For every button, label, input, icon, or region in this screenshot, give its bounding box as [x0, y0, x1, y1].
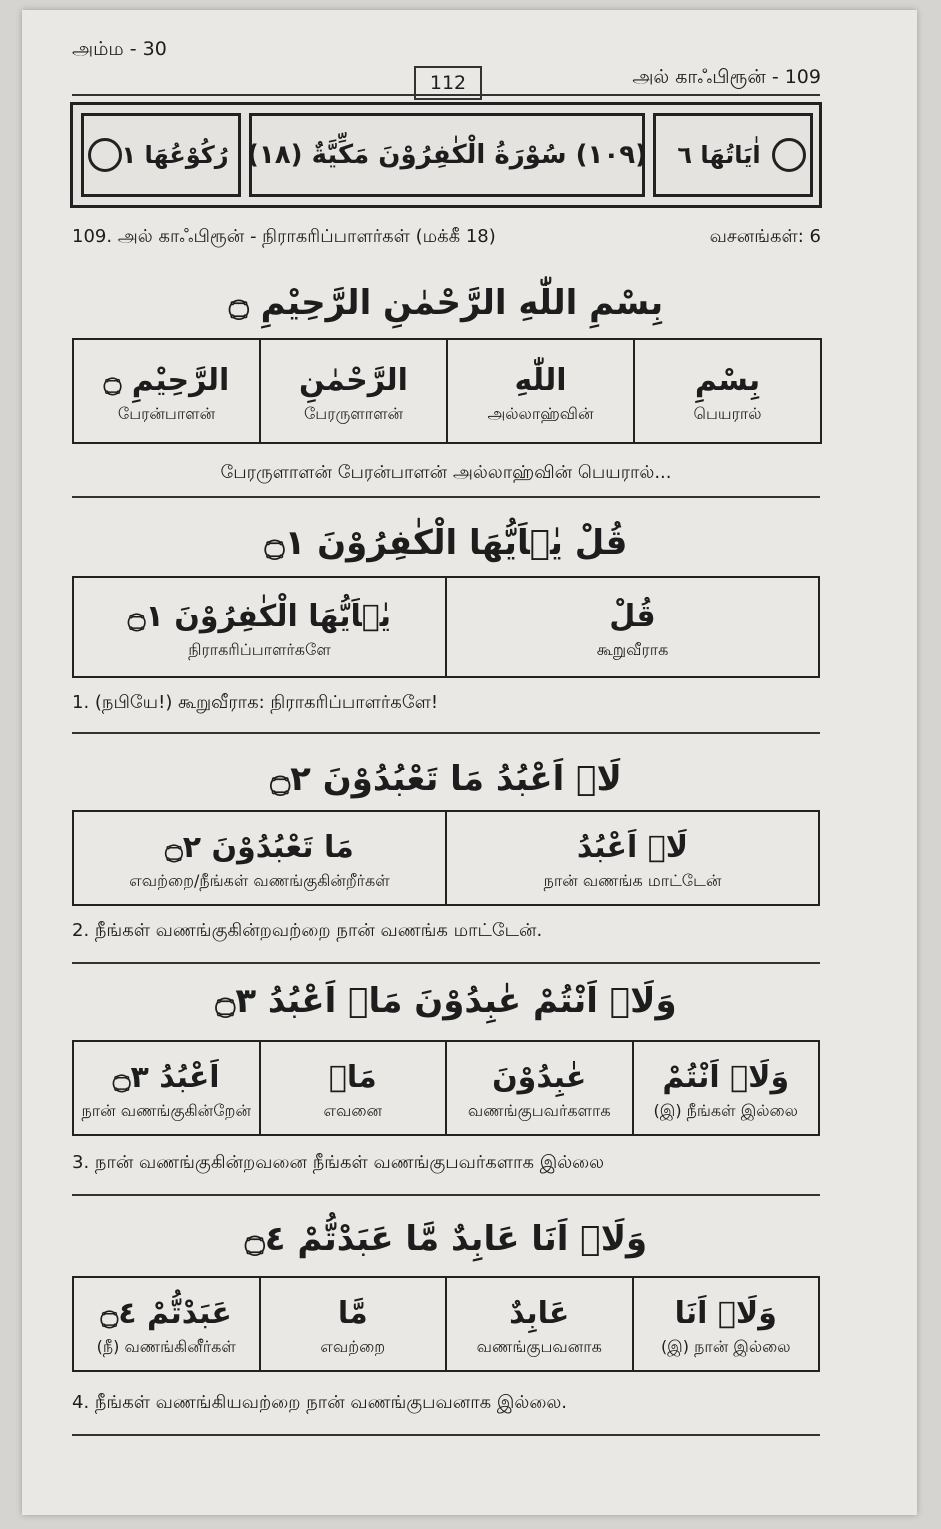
word-arabic: وَلَاۤ اَنْتُمْ	[662, 1060, 790, 1095]
word-cell	[260, 1041, 447, 1135]
word-arabic: بِسْمِ	[694, 363, 761, 398]
verse-separator	[72, 496, 820, 498]
verse-translation: 3. நான் வணங்குகின்றவனை நீங்கள் வணங்குபவர்களாக இல்லை	[72, 1152, 605, 1173]
book-page	[22, 10, 917, 1515]
word-table	[72, 1276, 820, 1372]
verse-translation: 4. நீங்கள் வணங்கியவற்றை நான் வணங்குபவனாக இல்லை.	[72, 1392, 568, 1413]
word-meaning: வணங்குபவனாக	[476, 1337, 602, 1356]
verse-arabic: لَاۤ اَعْبُدُ مَا تَعْبُدُوْنَ ۝٢	[270, 759, 622, 799]
word-meaning: பேரருளாளன்	[303, 404, 404, 423]
word-arabic: مَا تَعْبُدُوْنَ ۝٢	[165, 830, 354, 865]
word-meaning: எவற்றை	[320, 1337, 386, 1356]
word-table	[72, 338, 822, 444]
word-cell	[73, 577, 446, 677]
verse-separator	[72, 1194, 820, 1196]
banner-ruku: رُكُوْعُهَا ١	[121, 141, 229, 169]
banner-left-panel	[81, 113, 241, 197]
word-meaning: நான் வணங்குகின்றேன்	[81, 1101, 251, 1120]
word-cell	[73, 811, 446, 905]
word-arabic: قُلْ	[609, 599, 656, 634]
word-meaning: வணங்குபவர்களாக	[467, 1101, 611, 1120]
word-arabic: عٰبِدُوْنَ	[492, 1060, 587, 1095]
word-cell	[73, 1277, 260, 1371]
word-cell	[633, 1277, 820, 1371]
word-meaning: கூறுவீராக	[596, 640, 669, 659]
word-arabic: لَاۤ اَعْبُدُ	[576, 830, 689, 865]
word-arabic: اَعْبُدُ ۝٣	[112, 1060, 220, 1095]
word-cell	[634, 339, 821, 443]
verse-translation: 2. நீங்கள் வணங்குகின்றவற்றை நான் வணங்க மாட்டேன்.	[72, 920, 543, 941]
word-meaning: (நீ) வணங்கினீர்கள்	[96, 1337, 236, 1356]
word-cell	[446, 1041, 633, 1135]
word-cell	[446, 1277, 633, 1371]
surah-banner	[70, 102, 822, 208]
word-cell	[260, 339, 447, 443]
banner-ayat: اٰيَاتُهَا ٦	[677, 141, 761, 169]
word-meaning: பேரன்பாளன்	[117, 404, 216, 423]
verse-translation: பேரருளாளன் பேரன்பாளன் அல்லாஹ்வின் பெயரால்...	[220, 462, 672, 483]
word-meaning: எவற்றை/நீங்கள் வணங்குகின்றீர்கள்	[129, 871, 390, 890]
word-arabic: مَّا	[337, 1296, 368, 1331]
word-meaning: எவனை	[323, 1101, 382, 1120]
word-arabic: يٰۤاَيُّهَا الْكٰفِرُوْنَ ۝١	[127, 599, 392, 634]
word-cell	[633, 1041, 820, 1135]
verse-arabic: وَلَاۤ اَنْتُمْ عٰبِدُوْنَ مَاۤ اَعْبُدُ ۝٣	[215, 981, 677, 1021]
word-cell	[447, 339, 634, 443]
ornament-icon	[88, 138, 122, 172]
verse-separator	[72, 962, 820, 964]
word-cell	[446, 811, 819, 905]
header-rule	[72, 94, 820, 96]
banner-center-panel	[249, 113, 645, 197]
banner-right-panel	[653, 113, 813, 197]
word-cell	[73, 1041, 260, 1135]
ornament-icon	[772, 138, 806, 172]
verse-separator	[72, 1434, 820, 1436]
page-number: 112	[414, 66, 482, 100]
word-arabic: وَلَاۤ اَنَا	[674, 1296, 777, 1331]
word-table	[72, 576, 820, 678]
word-table	[72, 1040, 820, 1136]
surah-subtitle: 109. அல் காஃபிரூன் - நிராகரிப்பாளர்கள் (மக்கீ 18)	[72, 226, 496, 247]
verse-arabic: قُلْ يٰۤاَيُّهَا الْكٰفِرُوْنَ ۝١	[264, 523, 628, 563]
banner-surah-title: (١٠٩) سُوْرَةُ الْكٰفِرُوْنَ مَكِّيَّةٌ (١٨)	[247, 140, 647, 170]
word-meaning: (இ) நீங்கள் இல்லை	[653, 1101, 798, 1120]
word-meaning: நிராகரிப்பாளர்களே	[188, 640, 331, 659]
verse-count: வசனங்கள்: 6	[709, 226, 821, 247]
word-arabic: مَاۤ	[328, 1060, 377, 1095]
word-arabic: اللّٰهِ	[514, 363, 567, 398]
word-arabic: عَابِدٌ	[509, 1296, 570, 1331]
word-cell	[260, 1277, 447, 1371]
word-meaning: நான் வணங்க மாட்டேன்	[543, 871, 722, 890]
word-table	[72, 810, 820, 906]
verse-separator	[72, 732, 820, 734]
word-arabic: الرَّحِيْمِ ۝	[103, 363, 230, 398]
word-arabic: الرَّحْمٰنِ	[299, 363, 408, 398]
verse-arabic: وَلَاۤ اَنَا عَابِدٌ مَّا عَبَدْتُّمْ ۝٤	[244, 1219, 648, 1259]
word-meaning: (இ) நான் இல்லை	[660, 1337, 791, 1356]
word-meaning: பெயரால்	[693, 404, 762, 423]
verse-arabic: بِسْمِ اللّٰهِ الرَّحْمٰنِ الرَّحِيْمِ ۝	[228, 283, 664, 323]
word-arabic: عَبَدْتُّمْ ۝٤	[100, 1296, 232, 1331]
header-left: அம்ம - 30	[72, 38, 167, 60]
verse-translation: 1. (நபியே!) கூறுவீராக: நிராகரிப்பாளர்களே!	[72, 692, 439, 713]
word-cell	[446, 577, 819, 677]
header-right: அல் காஃபிரூன் - 109	[632, 66, 821, 88]
word-cell	[73, 339, 260, 443]
word-meaning: அல்லாஹ்வின்	[487, 404, 594, 423]
